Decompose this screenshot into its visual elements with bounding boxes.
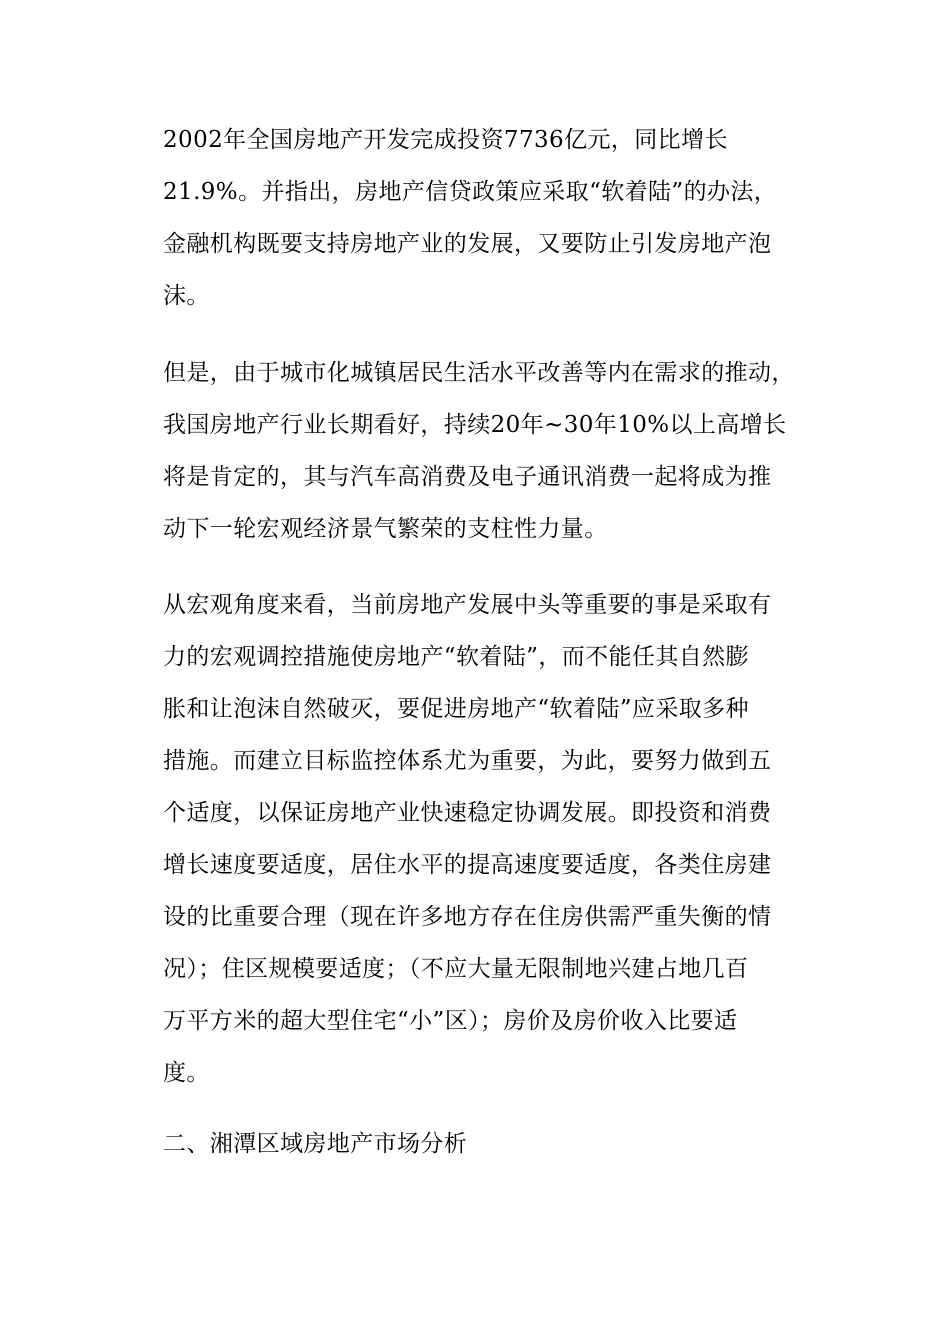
text-line: 万平方米的超大型住宅“小”区）；房价及房价收入比要适: [163, 1008, 738, 1034]
text-line: 动下一轮宏观经济景气繁荣的支柱性力量。: [163, 516, 608, 542]
text-line: 度。: [163, 1060, 210, 1086]
section-heading: [163, 1118, 803, 1170]
text-line: 措施。而建立目标监控体系尤为重要，为此，要努力做到五: [163, 748, 772, 774]
paragraph-long-term-outlook: [163, 347, 803, 555]
paragraph-investment-growth: [163, 114, 803, 322]
text-line: 况）；住区规模要适度；（不应大量无限制地兴建占地几百: [163, 956, 749, 982]
text-line: 力的宏观调控措施使房地产“软着陆”，而不能任其自然膨: [163, 644, 749, 670]
paragraph-macro-control: [163, 579, 803, 1099]
text-line: 21.9%。并指出，房地产信贷政策应采取“软着陆”的办法，: [163, 179, 778, 205]
text-line: 我国房地产行业长期看好，持续20年~30年10%以上高增长: [163, 412, 787, 438]
text-line: 将是肯定的，其与汽车高消费及电子通讯消费一起将成为推: [163, 464, 772, 490]
text-line: 增长速度要适度，居住水平的提高速度要适度，各类住房建: [163, 852, 772, 878]
text-line: 胀和让泡沫自然破灭，要促进房地产“软着陆”应采取多种: [163, 696, 749, 722]
text-line: 沫。: [163, 283, 210, 309]
text-line: 从宏观角度来看，当前房地产发展中头等重要的事是采取有: [163, 592, 772, 618]
text-line: 2002年全国房地产开发完成投资7736亿元，同比增长: [163, 127, 728, 153]
text-line: 设的比重要合理（现在许多地方存在住房供需严重失衡的情: [163, 904, 772, 930]
section-heading-text: 二、湘潭区域房地产市场分析: [163, 1131, 468, 1157]
text-line: 个适度，以保证房地产业快速稳定协调发展。即投资和消费: [163, 800, 772, 826]
text-line: 但是，由于城市化城镇居民生活水平改善等内在需求的推动，: [163, 360, 795, 386]
text-line: 金融机构既要支持房地产业的发展，又要防止引发房地产泡: [163, 231, 772, 257]
